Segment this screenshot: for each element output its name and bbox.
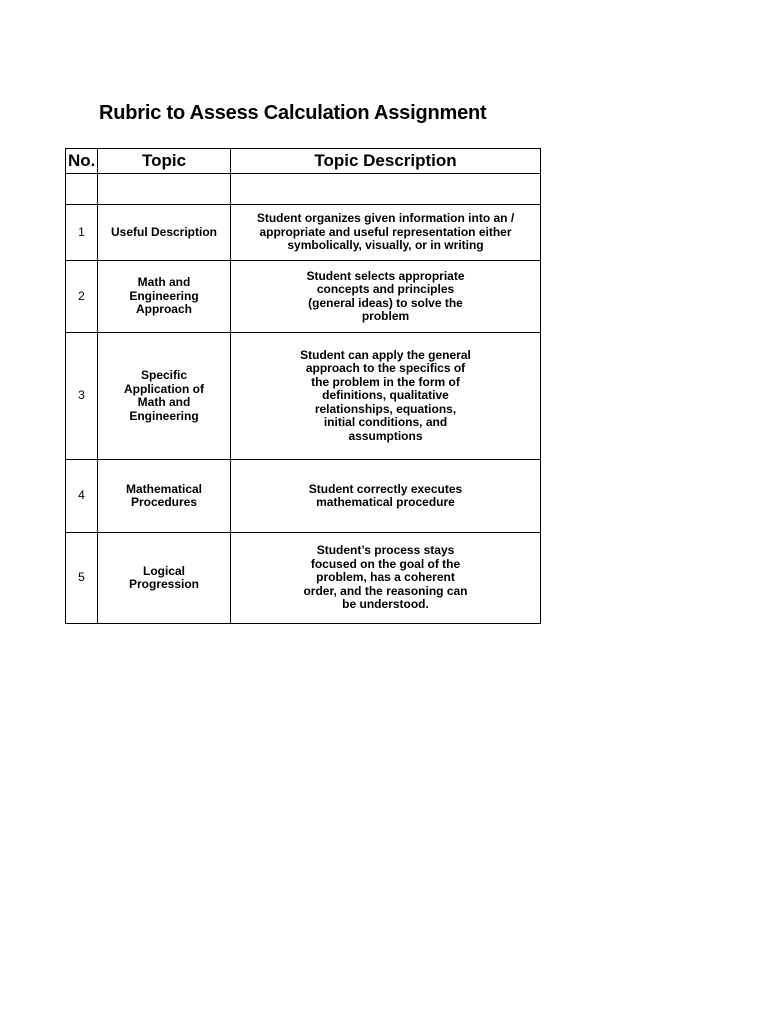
row-number: 3 xyxy=(66,333,98,460)
empty-cell xyxy=(98,174,231,205)
row-number: 4 xyxy=(66,460,98,533)
rubric-table xyxy=(65,148,541,624)
document-title: Rubric to Assess Calculation Assignment xyxy=(99,102,487,124)
header-description: Topic Description xyxy=(231,149,541,174)
row-description-text: Student correctly executes mathematical procedure xyxy=(308,481,463,509)
row-topic-text: Math and Engineering Approach xyxy=(129,275,199,317)
row-topic xyxy=(98,261,231,333)
row-topic-text: Mathematical Procedures xyxy=(125,481,203,509)
header-topic: Topic xyxy=(98,149,231,174)
row-description xyxy=(231,261,541,333)
table-row xyxy=(66,333,541,460)
row-number: 1 xyxy=(66,205,98,261)
table-row xyxy=(66,533,541,624)
empty-cell xyxy=(66,174,98,205)
row-number: 2 xyxy=(66,261,98,333)
row-topic-text: Logical Progression xyxy=(128,563,200,591)
row-description xyxy=(231,533,541,624)
row-description-text: Student’s process stays focused on the goal of the problem, has a coherent order, and the reasoning can be understood. xyxy=(303,543,468,612)
row-description xyxy=(231,460,541,533)
empty-cell xyxy=(231,174,541,205)
table-row-empty xyxy=(66,174,541,205)
table-row xyxy=(66,261,541,333)
row-number: 5 xyxy=(66,533,98,624)
row-topic-text: Specific Application of Math and Engineering xyxy=(124,368,204,423)
row-description-text: Student can apply the general approach to the specifics of the problem in the form of definitions, qualitative relationships, equations, initial conditions, and assumptions xyxy=(300,347,471,443)
row-topic xyxy=(98,205,231,261)
row-description-text: Student organizes given information into an / appropriate and useful representation either symbolically, visually, or in writing xyxy=(256,211,515,253)
table-row xyxy=(66,205,541,261)
row-description xyxy=(231,205,541,261)
row-topic xyxy=(98,333,231,460)
row-description xyxy=(231,333,541,460)
row-description-text: Student selects appropriate concepts and principles (general ideas) to solve the problem xyxy=(306,268,465,323)
row-topic-text: Useful Description xyxy=(110,224,218,239)
row-topic xyxy=(98,460,231,533)
row-topic xyxy=(98,533,231,624)
table-row xyxy=(66,460,541,533)
header-no: No. xyxy=(66,149,98,174)
table-header-row xyxy=(66,149,541,174)
